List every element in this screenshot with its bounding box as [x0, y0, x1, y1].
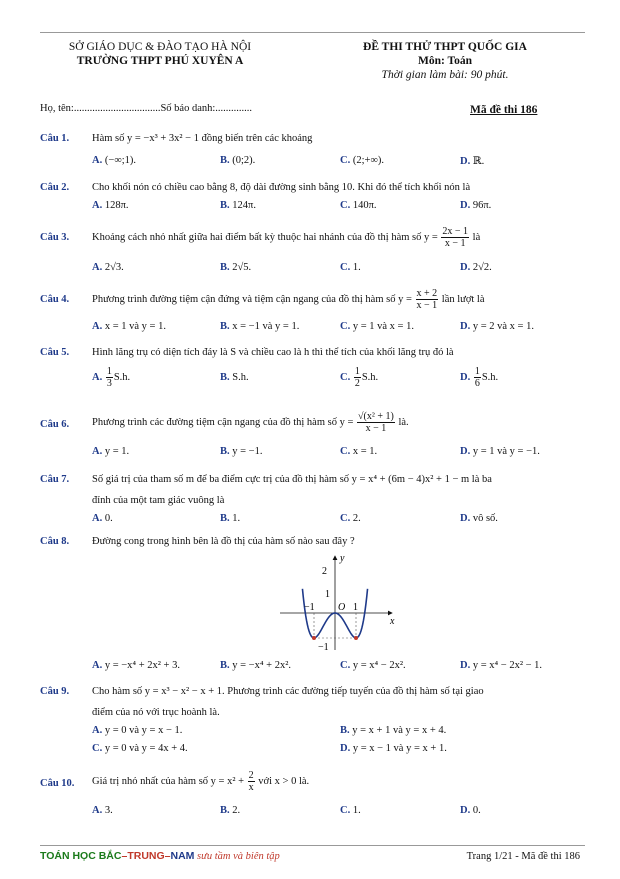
option-c: C. y = x⁴ − 2x².	[340, 660, 406, 671]
question-text: Cho khối nón có chiều cao bằng 8, độ dài đường sinh bằng 10. Khi đó thể tích khối nón là	[92, 182, 471, 193]
question-label: Câu 2.	[40, 182, 70, 193]
dept-name: SỞ GIÁO DỤC & ĐÀO TẠO HÀ NỘI	[68, 41, 252, 53]
option-c: C. $\frac{1}{2}$ S.h.	[340, 366, 379, 389]
fraction: $\frac{2x - 1}{x - 1}$	[442, 226, 469, 249]
option-b: B. 124π.	[220, 200, 256, 211]
option-b: B. y = −x⁴ + 2x².	[220, 660, 291, 671]
option-c: C. y = 0 và y = 4x + 4.	[92, 743, 188, 754]
question-text: Đường cong trong hình bên là đồ thị của hàm số nào sau đây ?	[92, 536, 355, 547]
option-d: D. vô số.	[460, 513, 498, 524]
question-text: Số giá trị của tham số m để ba điểm cực trị của đồ thị hàm số y = x⁴ + (6m − 4)x² + 1 − m là ba	[92, 474, 492, 485]
question-label: Câu 1.	[40, 133, 70, 144]
tick-y-mid: 1	[325, 589, 330, 600]
top-rule	[40, 32, 585, 33]
option-d: D. y = 2 và x = 1.	[460, 321, 534, 332]
question-label: Câu 5.	[40, 347, 70, 358]
question-text: Cho hàm số y = x³ − x² − x + 1. Phương trình các đường tiếp tuyến của đồ thị hàm số tại giao	[92, 686, 484, 697]
fraction: $\frac{x + 2}{x - 1}$	[416, 288, 438, 311]
option-b: B. y = x + 1 và y = x + 4.	[340, 725, 447, 736]
option-a: A. 0.	[92, 513, 113, 524]
question-text-cont: điểm của nó với trục hoành là.	[92, 707, 220, 718]
min-point	[312, 636, 316, 640]
option-d: D. y = x⁴ − 2x² − 1.	[460, 660, 543, 671]
option-a: A. 128π.	[92, 200, 129, 211]
question-label: Câu 6.	[40, 419, 70, 430]
subject: Môn: Toán	[417, 55, 472, 67]
question-text: Khoảng cách nhỏ nhất giữa hai điểm bất kỳ thuộc hai nhánh của đồ thị hàm số y = $\frac{2x - 1}{x - 1}$ là	[92, 226, 481, 249]
option-c: C. x = 1.	[340, 446, 378, 457]
fraction: $\frac{2}{x}$	[248, 770, 254, 793]
option-b: B. (0;2).	[220, 155, 256, 166]
header-right	[330, 40, 560, 82]
exam-code: Mã đề thi 186	[470, 104, 538, 116]
tick-y-top: 2	[322, 566, 327, 577]
fraction: $\frac{\text{√(x² + 1)}}{x - 1}$	[358, 411, 394, 434]
question-text: Giá trị nhỏ nhất của hàm số y = x² + $\frac{2}{x}$ với x > 0 là.	[92, 770, 310, 793]
question-label: Câu 3.	[40, 232, 70, 243]
tick-x-right: 1	[353, 602, 358, 613]
question-label: Câu 4.	[40, 294, 70, 305]
school-name: TRƯỜNG THPT PHÚ XUYÊN A	[76, 55, 244, 67]
question-text: Phương trình đường tiệm cận đứng và tiệm cận ngang của đồ thị hàm số y = $\frac{x + 2}{x - 1}$ lần lượt là	[92, 288, 485, 311]
option-b: B. x = −1 và y = 1.	[220, 321, 300, 332]
option-b: B. 2.	[220, 805, 241, 816]
question-text: Hình lăng trụ có diện tích đáy là S và chiều cao là h thì thể tích của khối lăng trụ đó là	[92, 347, 454, 358]
option-a: A. 2√3.	[92, 262, 124, 273]
option-b: B. 2√5.	[220, 262, 252, 273]
question-text-cont: đỉnh của một tam giác vuông là	[92, 495, 225, 506]
question-text: Phương trình các đường tiệm cận ngang của đồ thị hàm số y = $\frac{\text{√(x² + 1)}}{x - 1}$ là.	[92, 411, 409, 434]
question-label: Câu 7.	[40, 474, 70, 485]
min-point	[354, 636, 358, 640]
origin-label: O	[338, 602, 346, 613]
option-c: C. 1.	[340, 805, 361, 816]
question-label: Câu 8.	[40, 536, 70, 547]
function-graph	[270, 552, 400, 652]
question-label: Câu 9.	[40, 686, 70, 697]
y-label: y	[340, 553, 345, 564]
option-c: C. 2.	[340, 513, 361, 524]
option-d: D. y = 1 và y = −1.	[460, 446, 540, 457]
option-a: A. 3.	[92, 805, 113, 816]
option-c: C. 140π.	[340, 200, 377, 211]
option-a: A. x = 1 và y = 1.	[92, 321, 166, 332]
option-c: C. y = 1 và x = 1.	[340, 321, 414, 332]
footer-brand: TOÁN HỌC BẮC–TRUNG–NAM sưu tầm và biên tập	[40, 850, 280, 862]
option-b: B. y = −1.	[220, 446, 263, 457]
x-label: x	[390, 616, 395, 627]
question-label: Câu 10.	[40, 778, 75, 789]
header-left	[40, 40, 280, 68]
tick-y-bottom: −1	[318, 642, 329, 652]
option-a: A. $\frac{1}{3}$ S.h.	[92, 366, 131, 389]
option-c: C. 1.	[340, 262, 361, 273]
option-d: D. 2√2.	[460, 262, 492, 273]
page-number: Trang 1/21 - Mã đề thi 186	[466, 851, 580, 862]
option-a: A. y = 0 và y = x − 1.	[92, 725, 183, 736]
bottom-rule	[40, 845, 585, 846]
option-b: B. 1.	[220, 513, 241, 524]
option-d: D. ℝ.	[460, 156, 485, 167]
option-d: D. $\frac{1}{6}$ S.h.	[460, 366, 499, 389]
exam-time: Thời gian làm bài: 90 phút.	[381, 69, 509, 81]
question-text: Hàm số y = −x³ + 3x² − 1 đồng biến trên các khoảng	[92, 133, 313, 144]
tick-x-left: −1	[304, 602, 315, 613]
option-b: B. S.h.	[220, 372, 249, 383]
name-field: Họ, tên:.................................Số báo danh:..............	[40, 103, 253, 114]
option-d: D. 0.	[460, 805, 481, 816]
option-c: C. (2;+∞).	[340, 155, 385, 166]
option-a: A. (−∞;1).	[92, 155, 137, 166]
option-a: A. y = 1.	[92, 446, 130, 457]
option-a: A. y = −x⁴ + 2x² + 3.	[92, 660, 180, 671]
option-d: D. 96π.	[460, 200, 492, 211]
option-d: D. y = x − 1 và y = x + 1.	[340, 743, 447, 754]
exam-title: ĐỀ THI THỬ THPT QUỐC GIA	[363, 41, 527, 53]
